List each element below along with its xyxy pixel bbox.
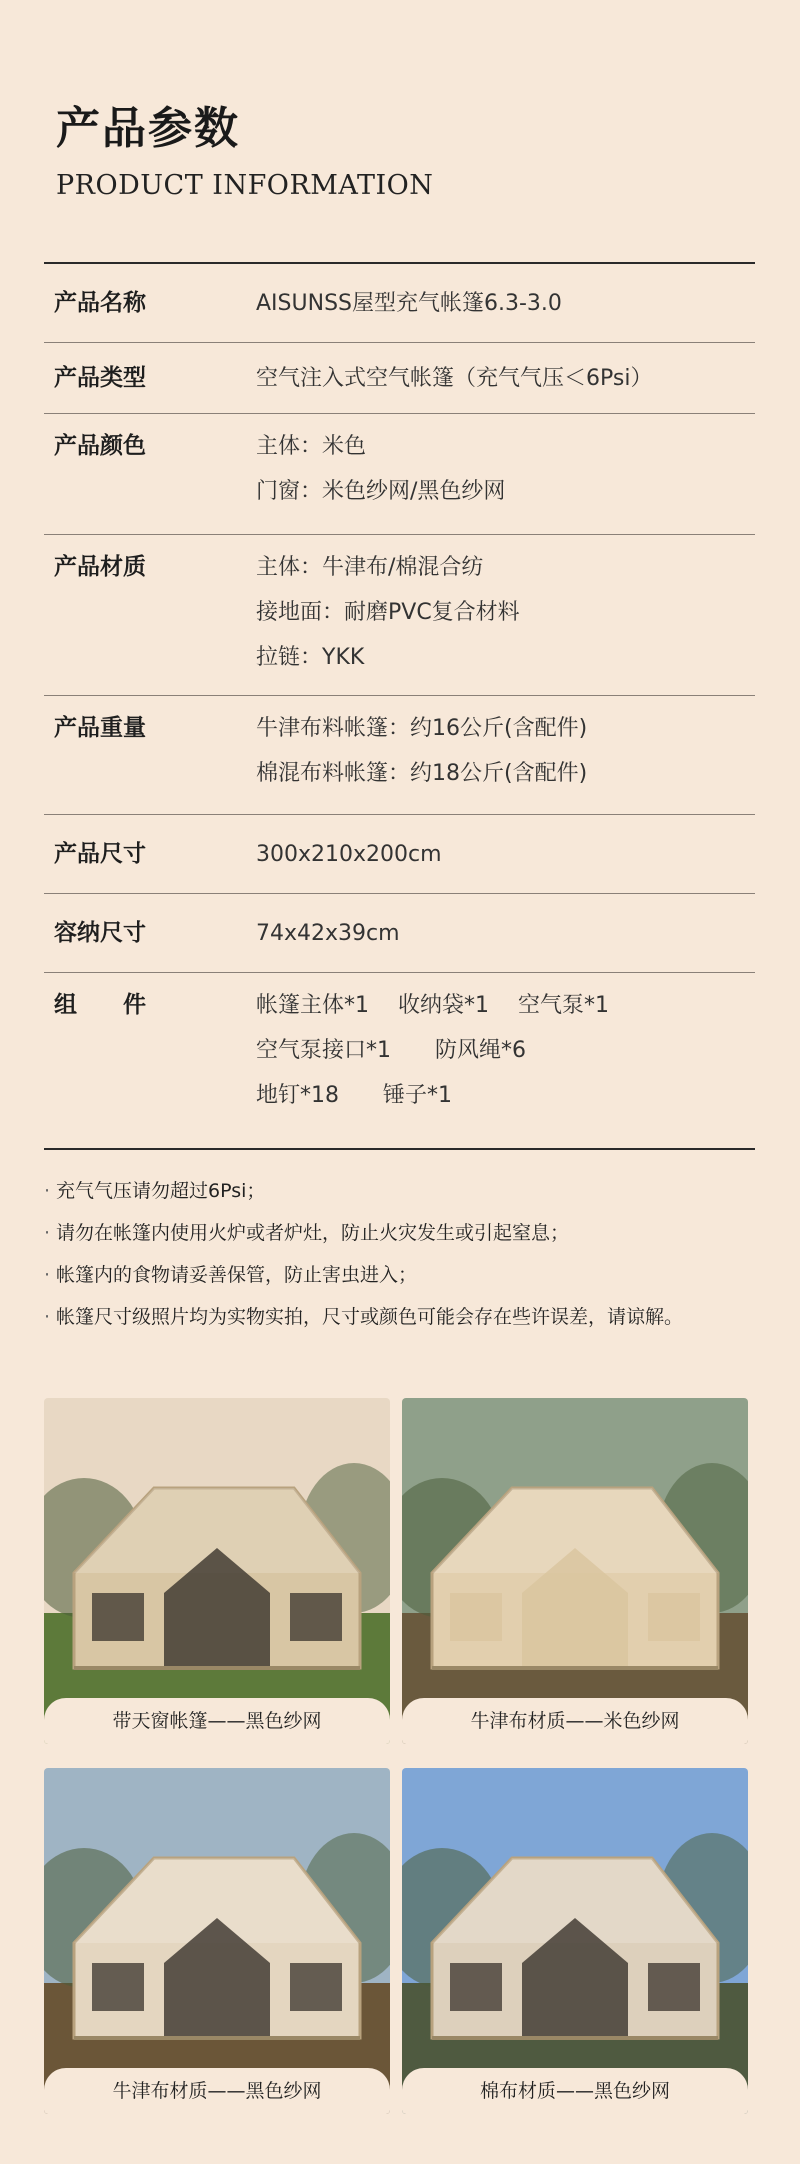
spec-row <box>44 413 755 534</box>
spec-row <box>44 342 755 413</box>
spec-label: 产品类型 <box>54 365 146 391</box>
tent-illustration <box>402 1768 748 2114</box>
notes-list <box>44 1170 764 1338</box>
spec-row <box>44 695 755 814</box>
spec-row <box>44 534 755 695</box>
bullet-icon: · <box>44 1264 51 1286</box>
spec-value-line: 牛津布料帐篷：约16公斤(含配件) <box>256 716 588 741</box>
spec-label: 产品重量 <box>54 715 146 741</box>
note-text: 请勿在帐篷内使用火炉或者炉灶，防止火灾发生或引起窒息； <box>56 1222 570 1244</box>
spec-value-line: 主体：米色 <box>256 434 367 459</box>
spec-value-line: 接地面：耐磨PVC复合材料 <box>256 600 520 625</box>
tent-photo <box>402 1398 748 1744</box>
spec-value-line: 300x210x200cm <box>256 842 442 867</box>
page-title: 产品参数 <box>56 103 240 154</box>
note-item <box>44 1254 764 1296</box>
tent-photo <box>402 1768 748 2114</box>
spec-value <box>256 424 505 514</box>
bullet-icon: · <box>44 1180 51 1202</box>
spec-label: 产品颜色 <box>54 433 146 459</box>
bullet-icon: · <box>44 1306 51 1328</box>
spec-label: 产品材质 <box>54 554 146 580</box>
spec-row <box>44 972 755 1148</box>
note-text: 充气气压请勿超过6Psi； <box>56 1180 266 1202</box>
note-item <box>44 1212 764 1254</box>
spec-value-line: 门窗：米色纱网/黑色纱网 <box>256 479 506 504</box>
spec-value-line: 帐篷主体*1 收纳袋*1 空气泵*1 <box>256 993 609 1018</box>
spec-value-line: 74x42x39cm <box>256 921 400 946</box>
spec-value <box>256 983 609 1118</box>
spec-value <box>256 545 520 680</box>
photo-caption: 棉布材质——黑色纱网 <box>479 2080 670 2102</box>
photo-caption: 牛津布材质——米色纱网 <box>470 1710 680 1732</box>
bullet-icon: · <box>44 1222 51 1244</box>
spec-label: 产品尺寸 <box>54 841 146 867</box>
spec-value-line: 棉混布料帐篷：约18公斤(含配件) <box>256 761 588 786</box>
page-subtitle: PRODUCT INFORMATION <box>56 170 434 201</box>
note-text: 帐篷内的食物请妥善保管，防止害虫进入； <box>56 1264 418 1286</box>
spec-row <box>44 264 755 342</box>
note-text: 帐篷尺寸级照片均为实物实拍，尺寸或颜色可能会存在些许误差，请谅解。 <box>56 1306 684 1328</box>
spec-value-line: 拉链：YKK <box>256 645 365 670</box>
spec-row <box>44 814 755 893</box>
spec-value <box>256 281 562 326</box>
spec-value <box>256 911 400 956</box>
spec-row <box>44 893 755 972</box>
spec-value-line: 主体：牛津布/棉混合纺 <box>256 555 484 580</box>
tent-photo <box>44 1398 390 1744</box>
spec-value <box>256 832 442 877</box>
note-item <box>44 1296 764 1338</box>
spec-label: 组 件 <box>54 992 146 1018</box>
tent-illustration <box>44 1768 390 2114</box>
photo-caption: 带天窗帐篷——黑色纱网 <box>112 1710 322 1732</box>
spec-value-line: 空气泵接口*1 防风绳*6 <box>256 1038 526 1063</box>
tent-photo <box>44 1768 390 2114</box>
spec-value-line: AISUNSS屋型充气帐篷6.3-3.0 <box>256 291 562 316</box>
note-item <box>44 1170 764 1212</box>
spec-value <box>256 706 587 796</box>
spec-label: 容纳尺寸 <box>54 920 146 946</box>
spec-value-line: 空气注入式空气帐篷（充气气压＜6Psi） <box>256 366 653 391</box>
spec-value <box>256 356 652 401</box>
tent-illustration <box>402 1398 748 1744</box>
spec-table <box>44 262 755 1150</box>
spec-label: 产品名称 <box>54 290 146 316</box>
spec-value-line: 地钉*18 锤子*1 <box>256 1083 452 1108</box>
tent-illustration <box>44 1398 390 1744</box>
photo-caption: 牛津布材质——黑色纱网 <box>112 2080 322 2102</box>
